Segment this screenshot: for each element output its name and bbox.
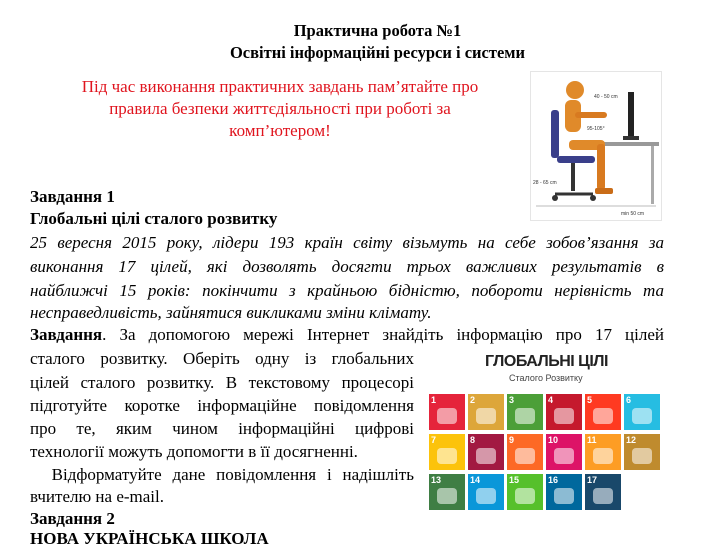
task1-heading: Завдання 1	[30, 187, 115, 206]
sdg-tile-number: 17	[587, 475, 598, 485]
page-title: Практична робота №1	[293, 21, 462, 40]
sdg-tile-2	[468, 394, 504, 430]
sdg-subtitle: Сталого Розвитку	[509, 373, 583, 383]
safety-warning-line: правила безпеки життєдіяльності при роботі за	[109, 99, 451, 118]
sdg-tile-11	[585, 434, 621, 470]
sdg-tile-number: 1	[431, 395, 437, 405]
task-instruction-line: про те, яким чином інформаційні цифрові	[30, 419, 414, 438]
sdg-tile-13	[429, 474, 465, 510]
sdg-goal-icon	[554, 448, 574, 464]
sdg-tile-number: 13	[431, 475, 442, 485]
page-subtitle: Освітні інформаційні ресурси і системи	[229, 43, 526, 62]
sdg-goal-icon	[437, 488, 457, 504]
sdg-tile-number: 3	[509, 395, 515, 405]
task2-subheading: НОВА УКРАЇНСЬКА ШКОЛА	[30, 529, 269, 548]
task-instruction-text: . За допомогою мережі Інтернет знайдіть інформацію про 17 цілей	[102, 325, 664, 344]
sdg-tile-number: 7	[431, 435, 437, 445]
task1-intro-line: 25 вересня 2015 року, лідери 193 країн світу візьмуть на себе зобов’язання за	[30, 233, 664, 252]
sdg-tile-number: 15	[509, 475, 520, 485]
sdg-goal-icon	[554, 408, 574, 424]
safety-warning-line: комп’ютером!	[229, 121, 331, 140]
sdg-goal-icon	[593, 448, 613, 464]
sdg-goal-icon	[437, 408, 457, 424]
sdg-goal-icon	[632, 448, 652, 464]
sdg-tile-number: 16	[548, 475, 559, 485]
sdg-tile-number: 10	[548, 435, 559, 445]
sdg-tile-15	[507, 474, 543, 510]
angle-label: 95-105°	[587, 126, 605, 132]
sdg-tile-number: 4	[548, 395, 554, 405]
sdg-goal-icon	[593, 408, 613, 424]
sdg-tile-4	[546, 394, 582, 430]
sdg-tile-8	[468, 434, 504, 470]
ergonomics-illustration	[530, 71, 662, 221]
sdg-tile-14	[468, 474, 504, 510]
sdg-goals-image	[425, 351, 663, 536]
sdg-tile-number: 2	[470, 395, 476, 405]
sdg-tile-number: 14	[470, 475, 481, 485]
sdg-goal-icon	[515, 488, 535, 504]
task1-intro-line: несправедливість, зайнятися викликами зміни клімату.	[30, 303, 432, 322]
sdg-tile-9	[507, 434, 543, 470]
sdg-tile-3	[507, 394, 543, 430]
task-instruction-line: цілей сталого розвитку. В текстовому процесорі	[30, 373, 414, 392]
sdg-goal-icon	[593, 488, 613, 504]
sdg-goal-icon	[554, 488, 574, 504]
sdg-goal-icon	[476, 488, 496, 504]
sdg-title: ГЛОБАЛЬНІ ЦІЛІ	[485, 353, 608, 370]
task1-intro-line: виконання 17 цілей, які дозволять досягти трьох важливих результатів в	[30, 257, 664, 276]
task1-intro-line: найближчі 15 років: покінчити з крайньою бідністю, побороти нерівність та	[30, 281, 664, 300]
task2-heading: Завдання 2	[30, 509, 115, 528]
sdg-goal-icon	[476, 408, 496, 424]
task-instruction-line: підготуйте коротке інформаційне повідомлення	[30, 396, 414, 415]
floor-distance-label: min 50 cm	[621, 211, 645, 217]
task-label: Завдання	[30, 325, 103, 344]
height-label: 28 - 65 cm	[533, 180, 557, 186]
sdg-tile-7	[429, 434, 465, 470]
sdg-tile-6	[624, 394, 660, 430]
sdg-tile-1	[429, 394, 465, 430]
sdg-tile-number: 8	[470, 435, 476, 445]
sdg-tile-5	[585, 394, 621, 430]
sdg-goal-icon	[515, 448, 535, 464]
sdg-tile-17	[585, 474, 621, 510]
sdg-tile-12	[624, 434, 660, 470]
safety-warning-line: Під час виконання практичних завдань пам’ятайте про	[81, 77, 479, 96]
task-instruction-line: вчителю на e-mail.	[30, 487, 164, 506]
distance-label: 40 - 50 cm	[594, 94, 618, 100]
sdg-tile-16	[546, 474, 582, 510]
sdg-goal-icon	[476, 448, 496, 464]
sdg-goal-icon	[437, 448, 457, 464]
sdg-tile-number: 6	[626, 395, 632, 405]
sdg-tile-number: 11	[587, 435, 597, 445]
task-instruction-line: сталого розвитку. Оберіть одну із глобальних	[30, 349, 414, 368]
task-instruction-line: Відформатуйте дане повідомлення і надішліть	[30, 465, 414, 484]
sdg-tile-number: 9	[509, 435, 515, 445]
sdg-goal-icon	[632, 408, 652, 424]
task-instruction-line: технології можуть допомогти в її досягненні.	[30, 442, 358, 461]
sdg-tile-number: 5	[587, 395, 593, 405]
task1-subheading: Глобальні цілі сталого розвитку	[30, 209, 278, 228]
safety-warning	[40, 76, 520, 142]
ergonomics-figure-image	[531, 72, 661, 220]
sdg-goal-icon	[515, 408, 535, 424]
sdg-tile-number: 12	[626, 435, 637, 445]
task-instruction-first-line	[30, 324, 664, 346]
sdg-tile-10	[546, 434, 582, 470]
